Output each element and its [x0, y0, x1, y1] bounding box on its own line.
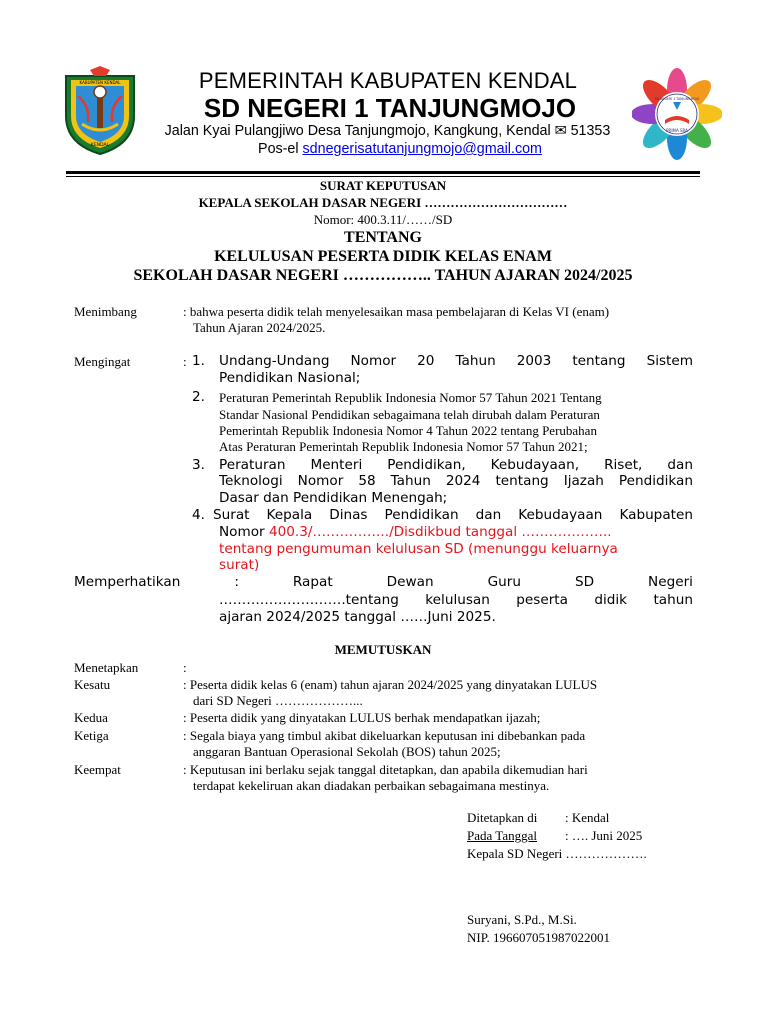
word: 20 [417, 353, 435, 369]
word: Nomor [350, 353, 397, 369]
word: Dinas [329, 507, 368, 523]
word: Peraturan [219, 457, 286, 473]
word: Memperhatikan [74, 574, 181, 590]
word: Kabupaten [619, 507, 693, 523]
decree-number: Nomor: 400.3.11/……/SD [313, 212, 453, 227]
word: Tahun [390, 473, 431, 489]
word: Ijazah [563, 473, 604, 489]
mengingat-item-2-line3: Pemerintah Republik Indonesia Nomor 4 Tahun 2022 tentang Perubahan [219, 423, 597, 438]
kendal-regency-emblem [60, 66, 140, 156]
keempat-text-cont: terdapat kekeliruan akan diadakan perbaikan sebagaimana mestinya. [193, 778, 550, 793]
mengingat-item-number: 4. [192, 507, 205, 523]
signer-name: Suryani, S.Pd., M.Si. [467, 912, 577, 927]
mengingat-item-number: 2. [192, 389, 205, 405]
government-heading: PEMERINTAH KABUPATEN KENDAL [198, 68, 578, 93]
letterhead-rule [66, 171, 700, 174]
svg-text:KENDAL: KENDAL [90, 143, 110, 148]
decree-subject-line1: KELULUSAN PESERTA DIDIK KELAS ENAM [214, 248, 552, 265]
placeholder-letter-number: 400.3/……………../Disdikbud tanggal ……………….. [268, 524, 612, 540]
word: Kepala [266, 507, 313, 523]
mengingat-item-number: 1. [192, 353, 205, 369]
ketiga-text-cont: anggaran Bantuan Operasional Sekolah (BOS) tahun 2025; [193, 744, 501, 759]
word: : [234, 574, 239, 590]
word: 2024 [445, 473, 481, 489]
word: Nomor [297, 473, 344, 489]
mengingat-item-1-line1 [219, 353, 693, 369]
kedua-label: Kedua [74, 710, 108, 725]
mengingat-item-2-line1: Peraturan Pemerintah Republik Indonesia Nomor 57 Tahun 2021 Tentang [219, 390, 602, 405]
ditetapkan-value: : Kendal [565, 810, 610, 825]
word: dan [475, 507, 502, 523]
mengingat-item-4-line3: tentang pengumuman kelulusan SD (menunggu keluarnya [219, 541, 618, 557]
mengingat-colon: : [183, 354, 187, 369]
menimbang-label: Menimbang [74, 304, 137, 319]
tanggal-value: : …. Juni 2025 [565, 828, 643, 843]
menimbang-text: : bahwa peserta didik telah menyelesaikan masa pembelajaran di Kelas VI (enam) [183, 304, 610, 319]
ketiga-text: : Segala biaya yang timbul akibat dikeluarkan keputusan ini dibebankan pada [183, 728, 586, 743]
kesatu-text: : Peserta didik kelas 6 (enam) tahun ajaran 2024/2025 yang dinyatakan LULUS [183, 677, 598, 692]
word: tentang [495, 473, 549, 489]
signer-nip: NIP. 196607051987022001 [467, 930, 611, 945]
mengingat-item-2-line2: Standar Nasional Pendidikan sebagaimana telah dirubah dalam Peraturan [219, 407, 600, 422]
tanggal-label: Pada Tanggal [467, 828, 537, 843]
memperhatikan-line3: ajaran 2024/2025 tanggal ……Juni 2025. [219, 609, 496, 625]
word: 2003 [516, 353, 552, 369]
word: Tahun [455, 353, 496, 369]
decree-issuer: KEPALA SEKOLAH DASAR NEGERI …………………………… [198, 195, 568, 210]
word: Negeri [648, 574, 693, 590]
word: Teknologi [219, 473, 283, 489]
ketiga-label: Ketiga [74, 728, 109, 743]
school-name: SD NEGERI 1 TANJUNGMOJO [203, 93, 577, 123]
mengingat-item-4-line1 [213, 507, 693, 523]
ditetapkan-label: Ditetapkan di [467, 810, 538, 825]
word: Guru [487, 574, 521, 590]
word: Riset, [604, 457, 643, 473]
kesatu-label: Kesatu [74, 677, 111, 692]
email-label: Pos-el [258, 141, 303, 157]
keempat-text: : Keputusan ini berlaku sejak tanggal ditetapkan, dan apabila dikemudian hari [183, 762, 588, 777]
word: tentang [572, 353, 626, 369]
svg-text:PRIMA SRA: PRIMA SRA [666, 128, 688, 133]
word: Undang-Undang [219, 353, 330, 369]
mengingat-item-3-line2 [219, 473, 693, 489]
memperhatikan-line2 [219, 592, 693, 608]
email-link[interactable]: sdnegerisatutanjungmojo@gmail.com [302, 141, 542, 157]
mengingat-label: Mengingat [74, 354, 131, 369]
school-email-line [200, 141, 600, 157]
nomor-label: Nomor [219, 524, 269, 540]
word: tahun [653, 592, 693, 608]
word: Pendidikan [618, 473, 693, 489]
mengingat-item-number: 3. [192, 457, 205, 473]
decree-subject-line2: SEKOLAH DASAR NEGERI …………….. TAHUN AJARAN 2024/2025 [133, 267, 633, 284]
kesatu-text-cont: dari SD Negeri ………………... [193, 693, 363, 708]
menetapkan-label: Menetapkan [74, 660, 139, 675]
word: Sistem [646, 353, 693, 369]
decree-title: SURAT KEPUTUSAN [319, 178, 447, 193]
school-logo-icon [632, 66, 722, 162]
mengingat-item-3-line3: Dasar dan Pendidikan Menengah; [219, 490, 448, 506]
mengingat-item-4-line2 [219, 524, 612, 540]
kedua-text: : Peserta didik yang dinyatakan LULUS berhak mendapatkan ijazah; [183, 710, 541, 725]
word: peserta [516, 592, 568, 608]
word: SD [574, 574, 595, 590]
word: Kebudayaan, [490, 457, 580, 473]
word: Kebudayaan [518, 507, 603, 523]
svg-text:KABUPATEN KENDAL: KABUPATEN KENDAL [79, 80, 121, 85]
mengingat-item-2-line4: Atas Peraturan Pemerintah Republik Indonesia Nomor 57 Tahun 2021; [219, 439, 588, 454]
school-address: Jalan Kyai Pulangjiwo Desa Tanjungmojo, Kangkung, Kendal ✉ 51353 [164, 123, 611, 139]
word: kelulusan [425, 592, 490, 608]
letterhead-rule-thin [66, 176, 700, 177]
mengingat-item-1-line2: Pendidikan Nasional; [219, 370, 361, 386]
mengingat-item-4-line4: surat) [219, 557, 260, 573]
word: Surat [213, 507, 250, 523]
svg-text:SD NEGERI 1 TANJUNGMOJO: SD NEGERI 1 TANJUNGMOJO [654, 97, 700, 101]
signer-position: Kepala SD Negeri ………………. [467, 846, 647, 861]
word: Menteri [310, 457, 363, 473]
word: didik [594, 592, 628, 608]
word: Dewan [386, 574, 434, 590]
menimbang-text-cont: Tahun Ajaran 2024/2025. [193, 320, 326, 335]
memperhatikan-line1 [74, 574, 693, 590]
word: Rapat [292, 574, 333, 590]
word: dan [667, 457, 693, 473]
mengingat-item-3-line1 [219, 457, 693, 473]
word: Pendidikan [384, 507, 459, 523]
word: Pendidikan, [387, 457, 466, 473]
keempat-label: Keempat [74, 762, 121, 777]
word: 58 [358, 473, 376, 489]
tanggal-line [467, 828, 660, 844]
decree-about: TENTANG [344, 229, 422, 246]
word: ……………………….tentang [219, 592, 399, 608]
menetapkan-colon: : [183, 660, 187, 675]
memutuskan-heading: MEMUTUSKAN [334, 642, 432, 657]
